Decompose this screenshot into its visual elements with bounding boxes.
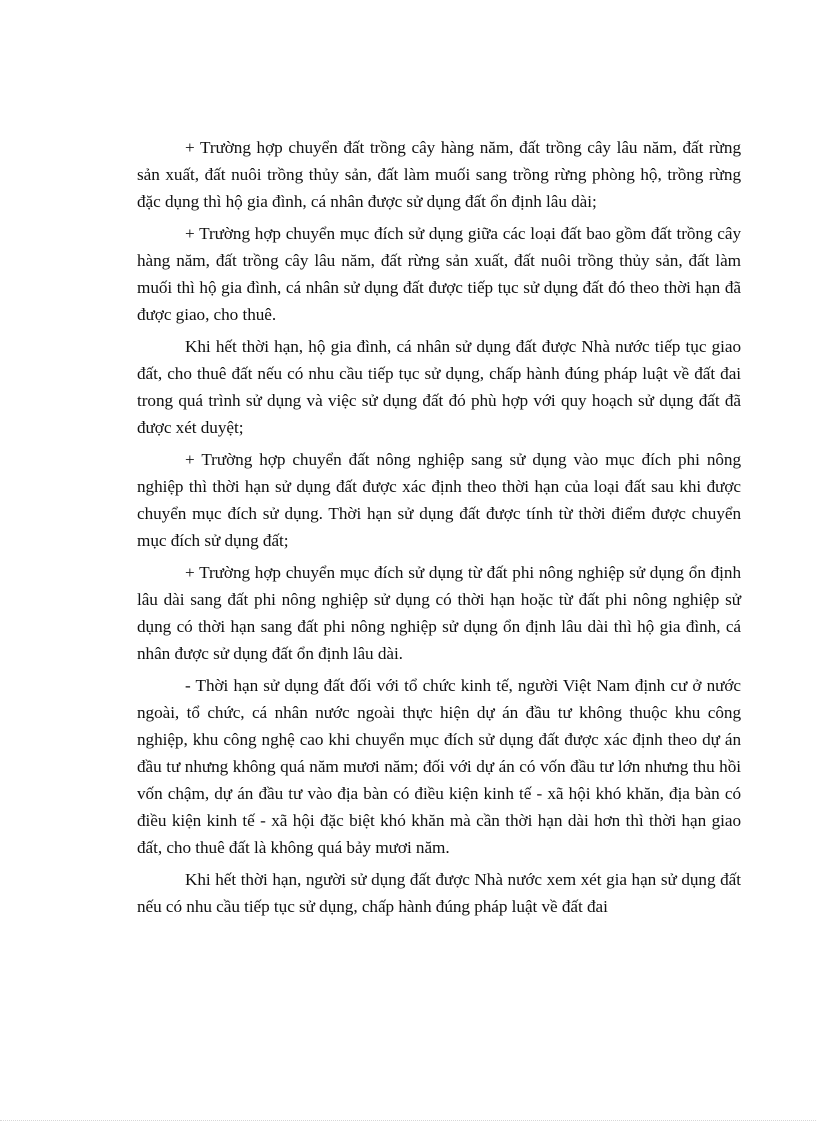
paragraph-3: Khi hết thời hạn, hộ gia đình, cá nhân sử dụng đất được Nhà nước tiếp tục giao đất, cho thuê đất nếu có nhu cầu tiếp tục sử dụng, chấp hành đúng pháp luật về đất đai trong quá trình sử dụng và việc sử dụng đất đó phù hợp với quy hoạch sử dụng đất đã được xét duyệt; bbox=[137, 337, 741, 437]
paragraph-5: + Trường hợp chuyển mục đích sử dụng từ đất phi nông nghiệp sử dụng ổn định lâu dài sang đất phi nông nghiệp sử dụng có thời hạn hoặc từ đất phi nông nghiệp sử dụng có thời hạn sang đất phi nông nghiệp sử dụng ổn định lâu dài thì hộ gia đình, cá nhân được sử dụng đất ổn định lâu dài. bbox=[137, 563, 741, 663]
paragraph-4: + Trường hợp chuyển đất nông nghiệp sang sử dụng vào mục đích phi nông nghiệp thì thời hạn sử dụng đất được xác định theo thời hạn của loại đất sau khi được chuyển mục đích sử dụng. Thời hạn sử dụng đất được tính từ thời điểm được chuyển mục đích sử dụng đất; bbox=[137, 450, 741, 550]
document-body bbox=[137, 134, 741, 925]
paragraph-7: Khi hết thời hạn, người sử dụng đất được Nhà nước xem xét gia hạn sử dụng đất nếu có nhu cầu tiếp tục sử dụng, chấp hành đúng pháp luật về đất đai bbox=[137, 870, 741, 916]
paragraph-2: + Trường hợp chuyển mục đích sử dụng giữa các loại đất bao gồm đất trồng cây hàng năm, đất trồng cây lâu năm, đất rừng sản xuất, đất nuôi trồng thủy sản, đất làm muối thì hộ gia đình, cá nhân sử dụng đất được tiếp tục sử dụng đất đó theo thời hạn đã được giao, cho thuê. bbox=[137, 224, 741, 324]
paragraph-6: - Thời hạn sử dụng đất đối với tổ chức kinh tế, người Việt Nam định cư ở nước ngoài, tổ chức, cá nhân nước ngoài thực hiện dự án đầu tư không thuộc khu công nghiệp, khu công nghệ cao khi chuyển mục đích sử dụng đất được xác định theo dự án đầu tư nhưng không quá năm mươi năm; đối với dự án có vốn đầu tư lớn nhưng thu hồi vốn chậm, dự án đầu tư vào địa bàn có điều kiện kinh tế - xã hội khó khăn, địa bàn có điều kiện kinh tế - xã hội đặc biệt khó khăn mà cần thời hạn dài hơn thì thời hạn giao đất, cho thuê đất là không quá bảy mươi năm. bbox=[137, 676, 741, 857]
paragraph-1: + Trường hợp chuyển đất trồng cây hàng năm, đất trồng cây lâu năm, đất rừng sản xuất, đất nuôi trồng thủy sản, đất làm muối sang trồng rừng phòng hộ, trồng rừng đặc dụng thì hộ gia đình, cá nhân được sử dụng đất ổn định lâu dài; bbox=[137, 138, 741, 211]
page-bottom-divider bbox=[0, 1120, 816, 1121]
